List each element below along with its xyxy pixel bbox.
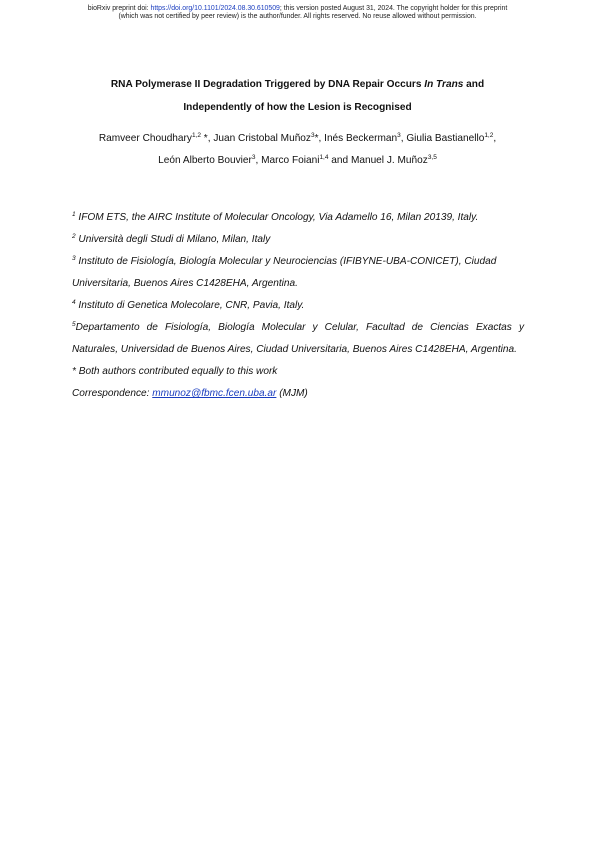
affiliation-text: Instituto di Genetica Molecolare, CNR, Pavia, Italy. [75, 300, 305, 311]
author-affil-sup: 3,5 [427, 154, 437, 161]
author-line-1 [0, 128, 595, 150]
author-sep: *, [201, 133, 214, 144]
affiliation-item [72, 207, 524, 229]
author-name: León Alberto Bouvier [158, 155, 252, 166]
author-affil-sup: 3 [397, 132, 401, 139]
affiliation-text: IFOM ETS, the AIRC Institute of Molecular Oncology, Via Adamello 16, Milan 20139, Italy. [75, 212, 479, 223]
header-suffix: ; this version posted August 31, 2024. The copyright holder for this preprint [279, 5, 508, 12]
title-line-2: Independently of how the Lesion is Recognised [183, 102, 412, 113]
header-line-1 [0, 5, 595, 13]
affiliation-text: Università degli Studi di Milano, Milan, Italy [75, 234, 271, 245]
author-list [0, 128, 595, 172]
title-italic: In Trans [424, 79, 464, 90]
title-text-part2: and [463, 79, 485, 90]
header-prefix: bioRxiv preprint doi: [87, 5, 151, 12]
author-name: Marco Foiani [261, 155, 320, 166]
author-sep: *, [314, 133, 325, 144]
correspondence-line [72, 383, 524, 405]
header-line-2: (which was not certified by peer review) is the author/funder. All rights reserved. No reuse allowed without permission. [118, 13, 477, 21]
affiliation-item [72, 295, 524, 317]
affiliation-number: 5 [72, 321, 76, 328]
author-affil-sup: 1,2 [484, 132, 494, 139]
affiliation-list [72, 207, 524, 405]
correspondence-email-link[interactable]: mmunoz@fbmc.fcen.uba.ar [152, 388, 277, 399]
paper-title [0, 73, 595, 119]
author-name: Ramveer Choudhary [98, 133, 192, 144]
affiliation-text: Departamento de Fisiología, Biología Molecular y Celular, Facultad de Ciencias Exactas y Naturales, Universidad de Buenos Aires, Ciudad Universitaria, Buenos Aires C1428EHA, Argentina. [72, 322, 524, 355]
title-text-part1: RNA Polymerase II Degradation Triggered by DNA Repair Occurs [110, 79, 425, 90]
equal-contribution-note: * Both authors contributed equally to this work [72, 366, 278, 377]
author-name: Giulia Bastianello [406, 133, 485, 144]
author-sep: , [493, 133, 497, 144]
author-affil-sup: 1,4 [319, 154, 329, 161]
author-name: Juan Cristobal Muñoz [213, 133, 311, 144]
affiliation-number: 3 [72, 255, 76, 262]
author-sep: , [400, 133, 407, 144]
preprint-header [0, 5, 595, 22]
affiliation-item [72, 317, 524, 361]
affiliation-text: Instituto de Fisiología, Biología Molecular y Neurociencias (IFIBYNE-UBA-CONICET), Ciudad Universitaria, Buenos Aires C1428EHA, Argentina. [72, 256, 497, 289]
doi-link[interactable]: https://doi.org/10.1101/2024.08.30.610509 [150, 5, 280, 12]
correspondence-label: Correspondence: [72, 388, 153, 399]
author-name: Inés Beckerman [324, 133, 398, 144]
author-sep: and [328, 155, 351, 166]
title-line-1 [0, 73, 595, 96]
affiliation-item [72, 229, 524, 251]
correspondence-initials: (MJM) [276, 388, 308, 399]
affiliation-number: 1 [72, 211, 76, 218]
author-affil-sup: 3 [310, 132, 315, 139]
affiliation-number: 2 [72, 233, 76, 240]
author-line-2 [0, 150, 595, 172]
author-sep: , [255, 155, 262, 166]
author-affil-sup: 1,2 [191, 132, 201, 139]
author-affil-sup: 3 [251, 154, 256, 161]
affiliation-item [72, 251, 524, 295]
affiliation-number: 4 [72, 299, 76, 306]
author-name: Manuel J. Muñoz [350, 155, 428, 166]
